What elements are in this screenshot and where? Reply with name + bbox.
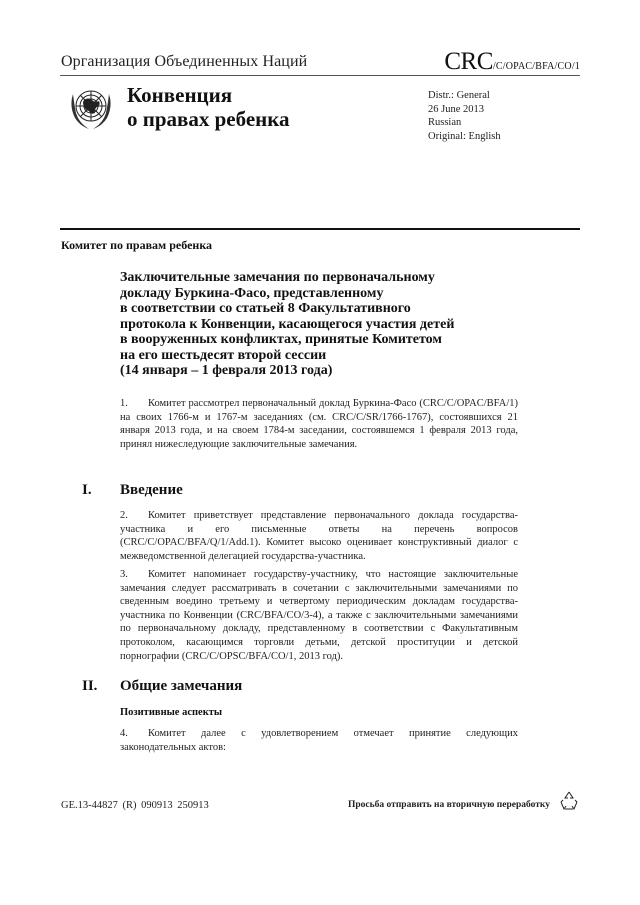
document-title [120, 270, 520, 379]
committee-name: Комитет по правам ребенка [61, 238, 213, 252]
paragraph-text: Комитет приветствует представление первоначального доклада государства-участника и его письменные ответы на перечень вопросов (CRC/C/OPAC/BFA/Q/1/Add.1). Комитет высоко оценивает конструктивный диалог с межведомственной делегацией государства-участника. [120, 510, 518, 562]
title-line: в соответствии со статьей 8 Факультативного [120, 301, 411, 316]
paragraph-text: Комитет рассмотрел первоначальный доклад Буркина-Фасо (CRC/C/OPAC/BFA/1) на своих 1766-м и 1767-м заседаниях (см. CRC/C/SR/1766-1767), состоявшихся 21 января 2013 года, и на своем 1784-м заседании, состоявшемся 1 февраля 2013 года, принял нижеследующие заключительные замечания. [120, 398, 518, 450]
paragraph-4 [120, 727, 518, 754]
title-line: протокола к Конвенции, касающегося участия детей [120, 316, 455, 332]
title-line: на его шестьдесят второй сессии [120, 347, 327, 363]
organization-name: Организация Объединенных Наций [61, 53, 308, 70]
paragraph-number: 3. [120, 569, 128, 580]
language: Russian [428, 117, 462, 128]
body-title [127, 83, 290, 131]
title-line: докладу Буркина-Фасо, представленному [120, 285, 384, 301]
paragraph-number: 2. [120, 510, 128, 521]
committee-rule [60, 228, 580, 230]
body-title-line2: о правах ребенка [127, 107, 290, 131]
paragraph-number: 4. [120, 728, 128, 739]
subheading-positive-aspects: Позитивные аспекты [120, 707, 223, 718]
recycle-notice: Просьба отправить на вторичную переработку [348, 800, 550, 810]
paragraph-1 [120, 397, 518, 451]
section-number: II. [82, 678, 98, 694]
un-emblem-icon [64, 80, 118, 134]
paragraph-number: 1. [120, 398, 128, 409]
section-number: I. [82, 482, 92, 498]
paragraph-text: Комитет напоминает государству-участнику, что настоящие заключительные замечания следует рассматривать в сочетании с заключительными замечаниями по сведенным воедино третьему и четвертому периодическим докладам государства-участника по Конвенции (CRC/BFA/CO/3-4), а также с заключительными замечаниями по первоначальному докладу, представленному в соответствии с Факультативным протоколом, касающимся торговли детьми, детской проституции и детской порнографии (CRC/C/OPSC/BFA/CO/1, 2013 год). [120, 569, 518, 662]
section-heading-general-observations [82, 678, 242, 695]
distribution: Distr.: General [428, 90, 490, 101]
distribution-block [428, 89, 501, 143]
section-title: Введение [120, 482, 183, 498]
date: 26 June 2013 [428, 103, 484, 115]
footer-document-code: GE.13-44827 (R) 090913 250913 [61, 800, 209, 811]
recycle-icon [558, 790, 580, 812]
symbol-suffix: /C/OPAC/BFA/CO/1 [492, 61, 580, 72]
header-rule [60, 75, 580, 76]
original-language: Original: English [428, 130, 501, 142]
title-line: в вооруженных конфликтах, принятые Комитетом [120, 332, 442, 347]
document-symbol [444, 48, 580, 76]
section-title: Общие замечания [120, 678, 243, 694]
title-line: Заключительные замечания по первоначальному [120, 270, 435, 285]
paragraph-2 [120, 509, 518, 563]
paragraph-text: Комитет далее с удовлетворением отмечает принятие следующих законодательных актов: [120, 728, 518, 753]
title-line: (14 января – 1 февраля 2013 года) [120, 363, 333, 378]
body-title-line1: Конвенция [127, 83, 233, 107]
section-heading-introduction [82, 482, 183, 499]
paragraph-3 [120, 568, 518, 663]
symbol-main: CRC [444, 48, 493, 75]
